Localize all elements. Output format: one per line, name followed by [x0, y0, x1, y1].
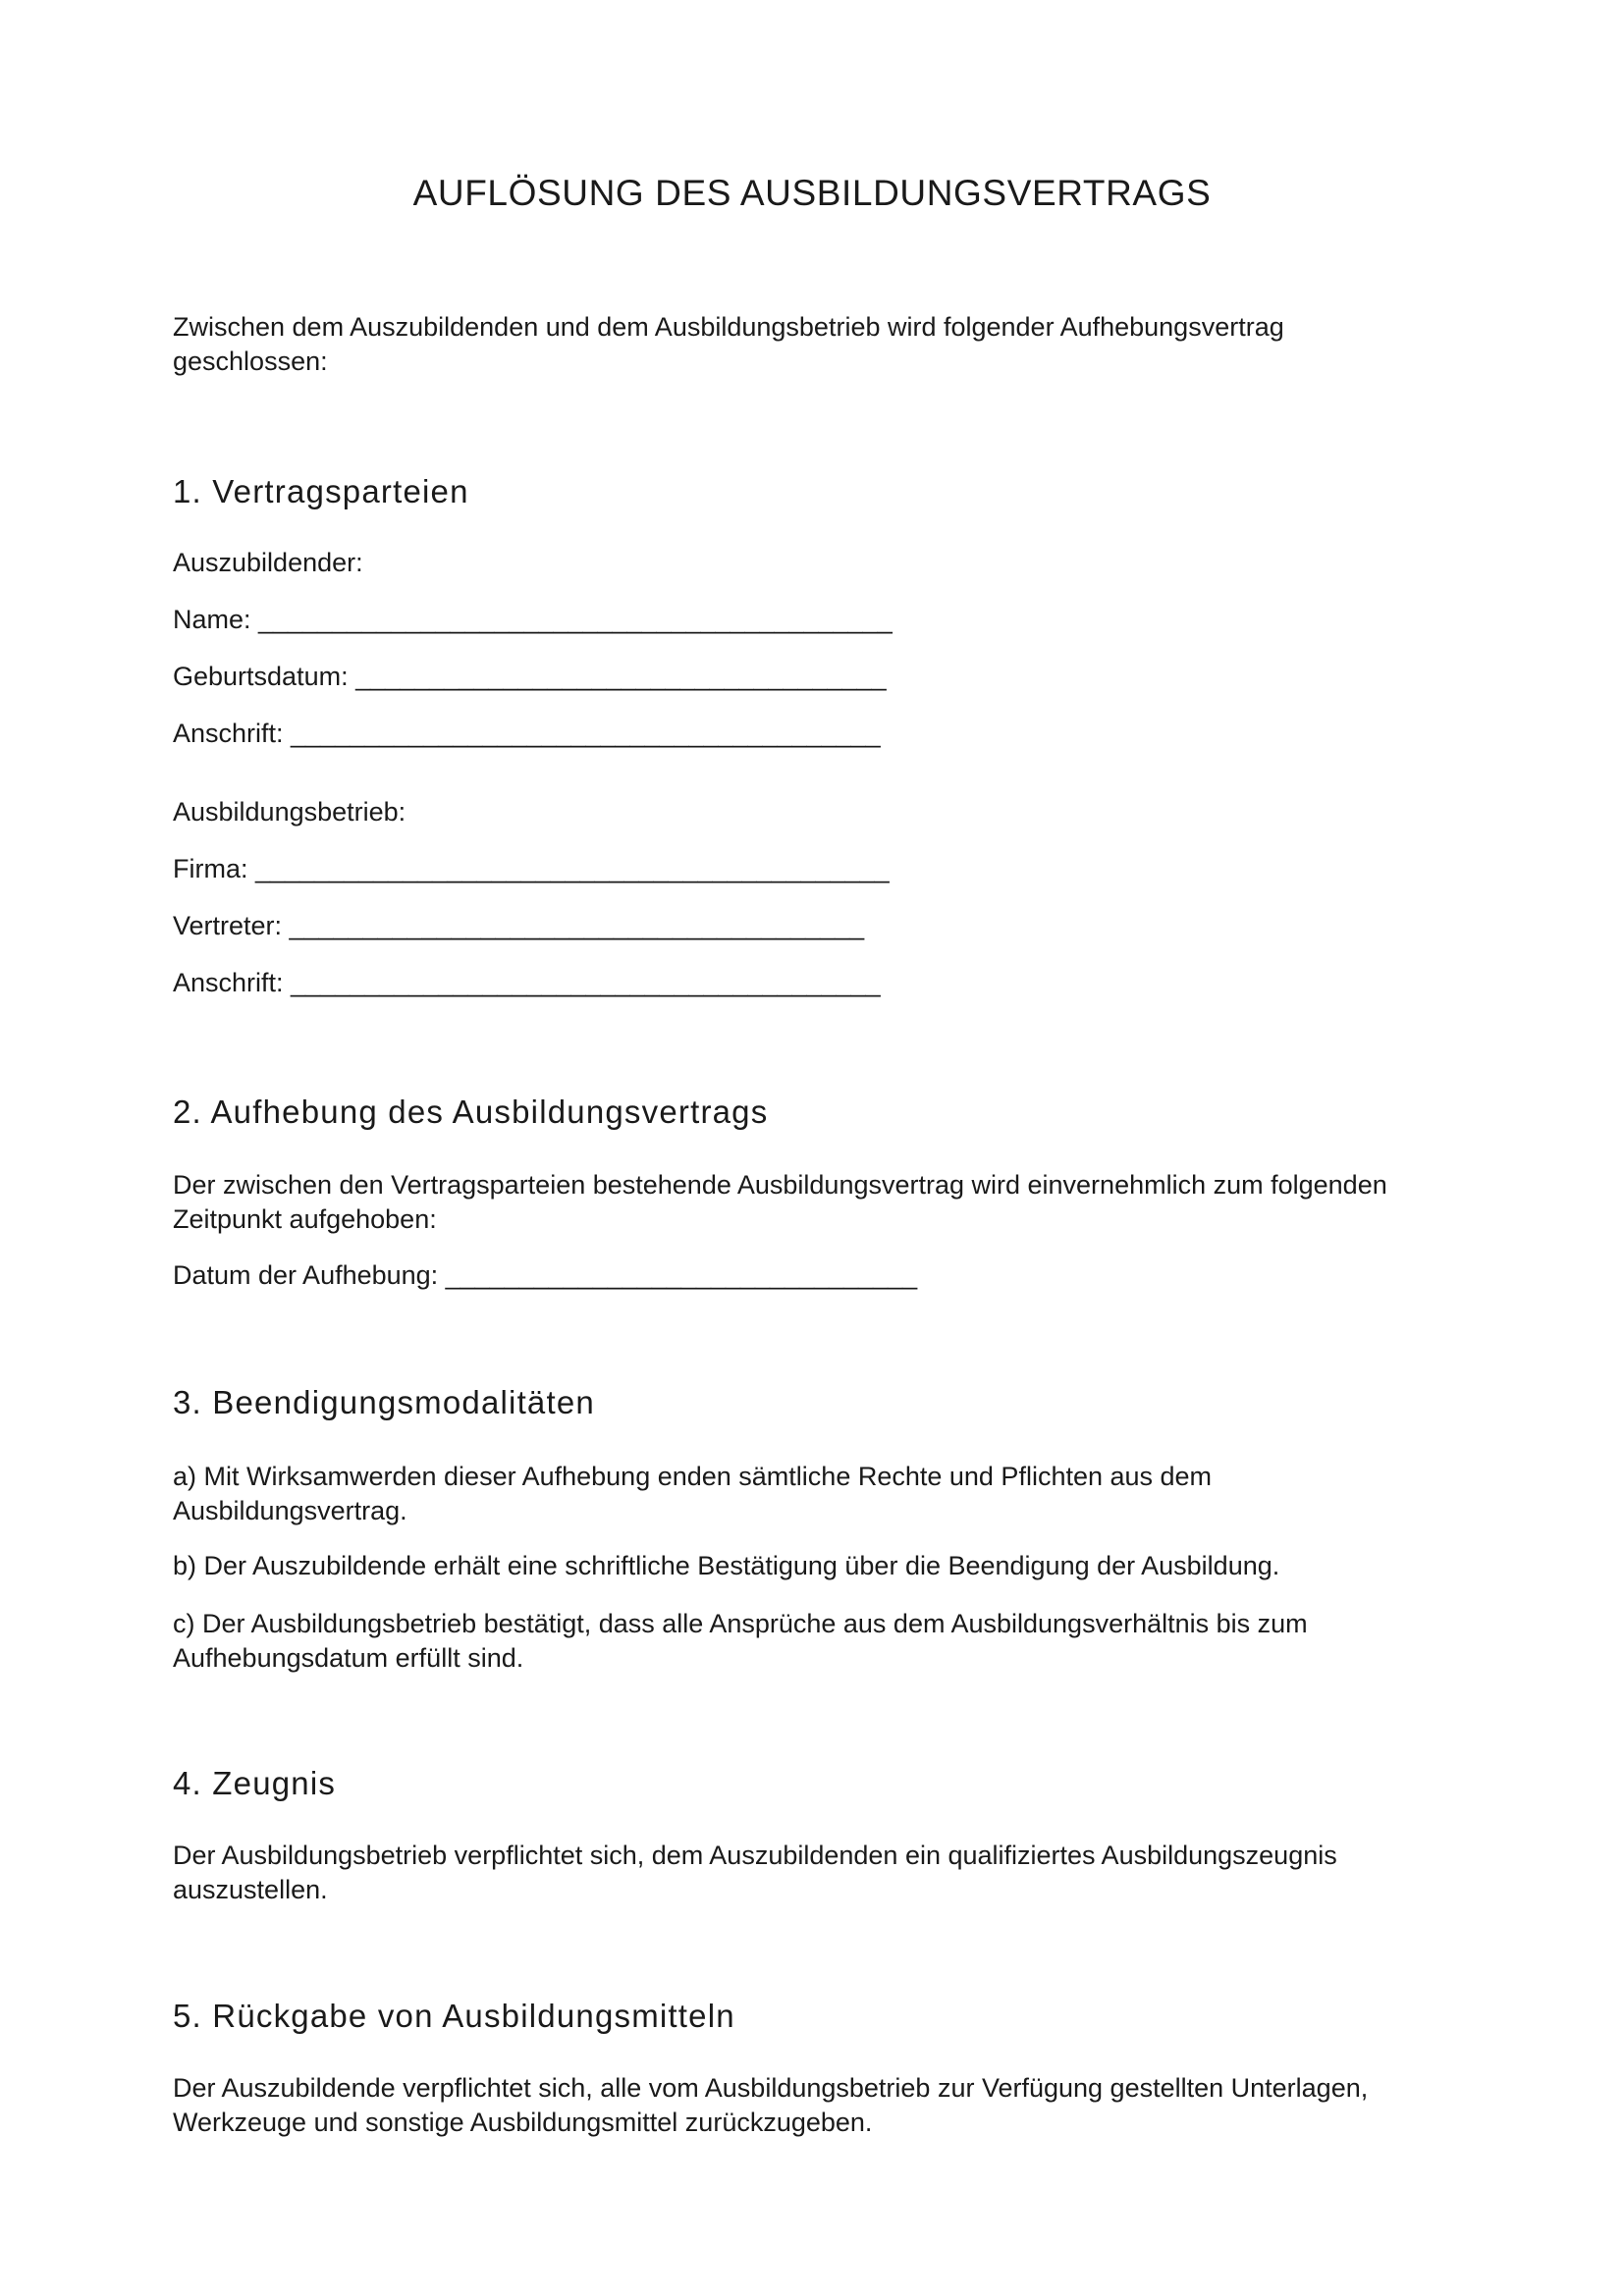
trainee-label: Auszubildender:	[173, 548, 363, 577]
intro-paragraph: Zwischen dem Auszubildenden und dem Ausbildungsbetrieb wird folgender Aufhebungsvertrag geschlossen:	[173, 312, 1284, 376]
section-3-item-b: b) Der Auszubildende erhält eine schriftliche Bestätigung über die Beendigung der Ausbildung.	[173, 1551, 1280, 1580]
section-2-heading: 2. Aufhebung des Ausbildungsvertrags	[173, 1094, 769, 1130]
section-5-heading: 5. Rückgabe von Ausbildungsmitteln	[173, 1998, 735, 2034]
termination-date-field[interactable]: Datum der Aufhebung: ________________________________	[173, 1260, 918, 1290]
company-representative-field[interactable]: Vertreter: _______________________________________	[173, 911, 865, 940]
trainee-birthdate-field[interactable]: Geburtsdatum: ____________________________________	[173, 662, 887, 691]
section-5-text: Der Auszubildende verpflichtet sich, alle vom Ausbildungsbetrieb zur Verfügung gestellten Unterlagen, Werkzeuge und sonstige Ausbildungsmittel zurückzugeben.	[173, 2073, 1369, 2137]
section-1-heading: 1. Vertragsparteien	[173, 473, 469, 509]
company-address-field[interactable]: Anschrift: ________________________________________	[173, 968, 881, 997]
section-3-item-a: a) Mit Wirksamwerden dieser Aufhebung enden sämtliche Rechte und Pflichten aus dem Ausbildungsvertrag.	[173, 1462, 1213, 1525]
company-name-field[interactable]: Firma: ___________________________________________	[173, 854, 890, 883]
section-4-text: Der Ausbildungsbetrieb verpflichtet sich, dem Auszubildenden ein qualifiziertes Ausbildungszeugnis auszustellen.	[173, 1841, 1337, 1904]
section-4-heading: 4. Zeugnis	[173, 1765, 337, 1801]
trainee-name-field[interactable]: Name: ___________________________________________	[173, 605, 893, 634]
company-label: Ausbildungsbetrieb:	[173, 797, 406, 827]
document-title: AUFLÖSUNG DES AUSBILDUNGSVERTRAGS	[412, 173, 1212, 213]
section-2-text: Der zwischen den Vertragsparteien bestehende Ausbildungsvertrag wird einvernehmlich zum folgenden Zeitpunkt aufgehoben:	[173, 1170, 1387, 1234]
trainee-address-field[interactable]: Anschrift: ________________________________________	[173, 719, 881, 748]
section-3-heading: 3. Beendigungsmodalitäten	[173, 1384, 595, 1420]
section-3-item-c: c) Der Ausbildungsbetrieb bestätigt, dass alle Ansprüche aus dem Ausbildungsverhältnis bis zum Aufhebungsdatum erfüllt sind.	[173, 1609, 1308, 1673]
